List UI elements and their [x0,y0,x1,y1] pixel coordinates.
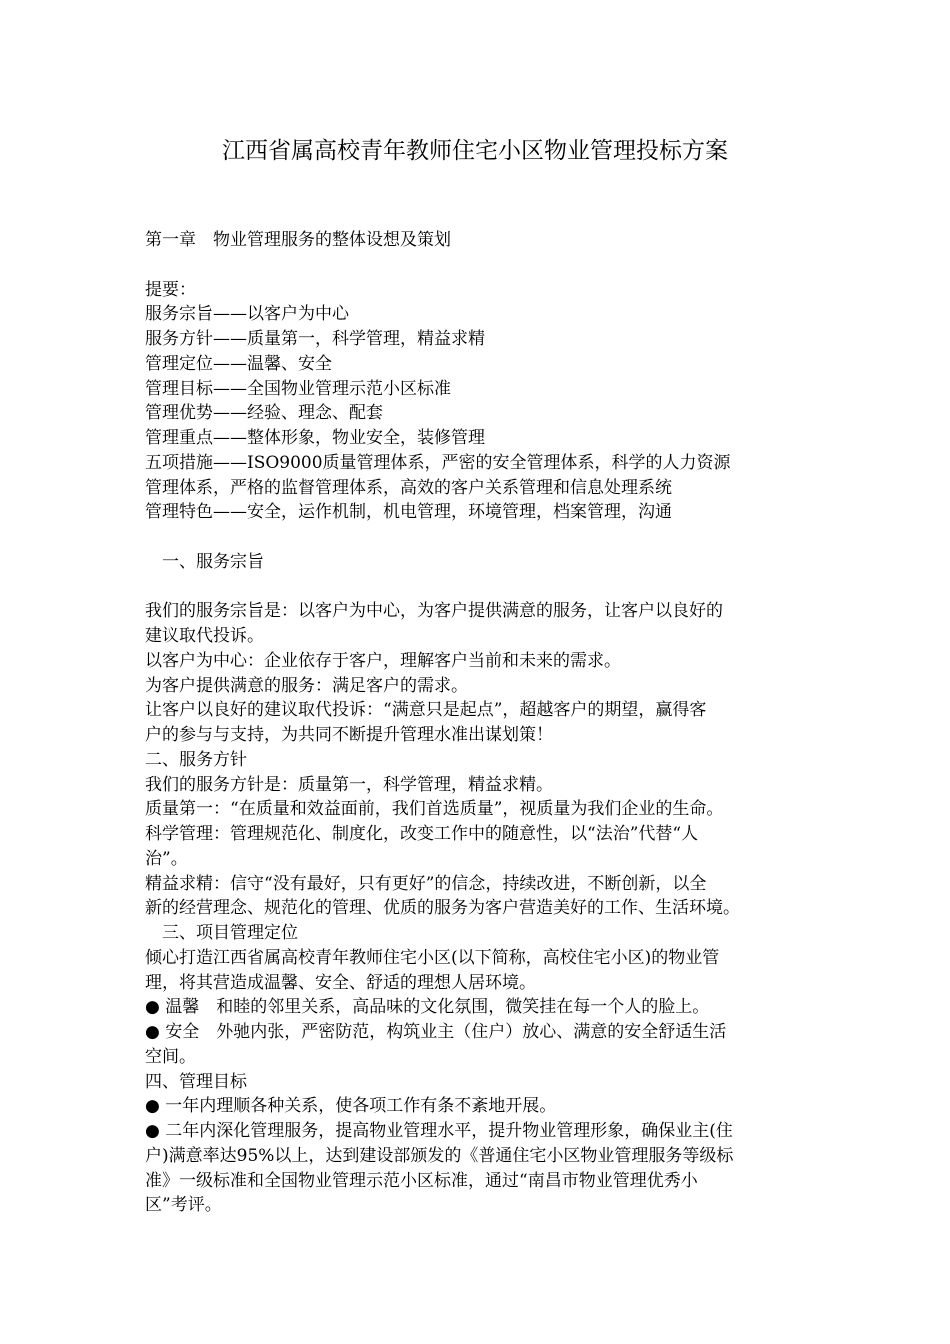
body-line: 户)满意率达95%以上，达到建设部颁发的《普通住宅小区物业管理服务等级标 [145,1146,734,1166]
body-line: 区”考评。 [145,1195,222,1215]
bullet-line: ● 一年内理顺各种关系，使各项工作有条不紊地开展。 [145,1096,557,1116]
body-line: 户的参与与支持，为共同不断提升管理水准出谋划策！ [145,725,553,745]
body-line: 为客户提供满意的服务：满足客户的需求。 [145,676,468,696]
chapter-heading: 第一章 物业管理服务的整体设想及策划 [145,230,451,250]
body-line: 让客户以良好的建议取代投诉：“满意只是起点”，超越客户的期望，赢得客 [145,700,707,720]
body-line: 我们的服务方针是：质量第一，科学管理，精益求精。 [145,775,553,795]
summary-line: 服务方针——质量第一，科学管理，精益求精 [145,329,485,349]
body-line: 精益求精：信守“没有最好，只有更好”的信念，持续改进，不断创新，以全 [145,874,707,894]
bullet-line: ● 二年内深化管理服务，提高物业管理水平，提升物业管理形象，确保业主(住 [145,1121,733,1141]
document-title: 江西省属高校青年教师住宅小区物业管理投标方案 [222,138,728,164]
body-line: 新的经营理念、规范化的管理、优质的服务为客户营造美好的工作、生活环境。 [145,898,740,918]
body-line: 倾心打造江西省属高校青年教师住宅小区(以下简称，高校住宅小区)的物业管 [145,948,720,968]
body-line: 准》一级标准和全国物业管理示范小区标准，通过“南昌市物业管理优秀小 [145,1171,698,1191]
bullet-line: ● 温馨 和睦的邻里关系，高品味的文化氛围，微笑挂在每一个人的脸上。 [145,997,710,1017]
body-line: 空间。 [145,1047,196,1067]
section-heading: 一、服务宗旨 [145,552,264,572]
summary-line: 管理定位——温馨、安全 [145,354,332,374]
body-line: 我们的服务宗旨是：以客户为中心，为客户提供满意的服务，让客户以良好的 [145,601,723,621]
body-line: 以客户为中心：企业依存于客户，理解客户当前和未来的需求。 [145,651,621,671]
summary-line: 管理优势——经验、理念、配套 [145,403,383,423]
summary-line: 管理特色——安全，运作机制，机电管理，环境管理，档案管理，沟通 [145,502,672,522]
section-heading: 二、服务方针 [145,750,247,770]
summary-line: 服务宗旨——以客户为中心 [145,304,349,324]
section-heading: 三、项目管理定位 [145,923,298,943]
body-line: 科学管理：管理规范化、制度化，改变工作中的随意性，以“法治”代替“人 [145,824,699,844]
summary-label: 提要： [145,280,196,300]
summary-line: 五项措施——ISO9000质量管理体系，严密的安全管理体系，科学的人力资源 [145,453,731,473]
bullet-line: ● 安全 外驰内张，严密防范，构筑业主（住户）放心、满意的安全舒适生活 [145,1022,727,1042]
body-line: 质量第一：“在质量和效益面前，我们首选质量”，视质量为我们企业的生命。 [145,799,724,819]
section-heading: 四、管理目标 [145,1072,247,1092]
body-line: 治”。 [145,849,188,869]
summary-line: 管理体系，严格的监督管理体系，高效的客户关系管理和信息处理系统 [145,478,672,498]
summary-line: 管理重点——整体形象，物业安全，装修管理 [145,428,485,448]
body-line: 建议取代投诉。 [145,626,264,646]
body-line: 理，将其营造成温馨、安全、舒适的理想人居环境。 [145,973,536,993]
summary-line: 管理目标——全国物业管理示范小区标准 [145,379,451,399]
